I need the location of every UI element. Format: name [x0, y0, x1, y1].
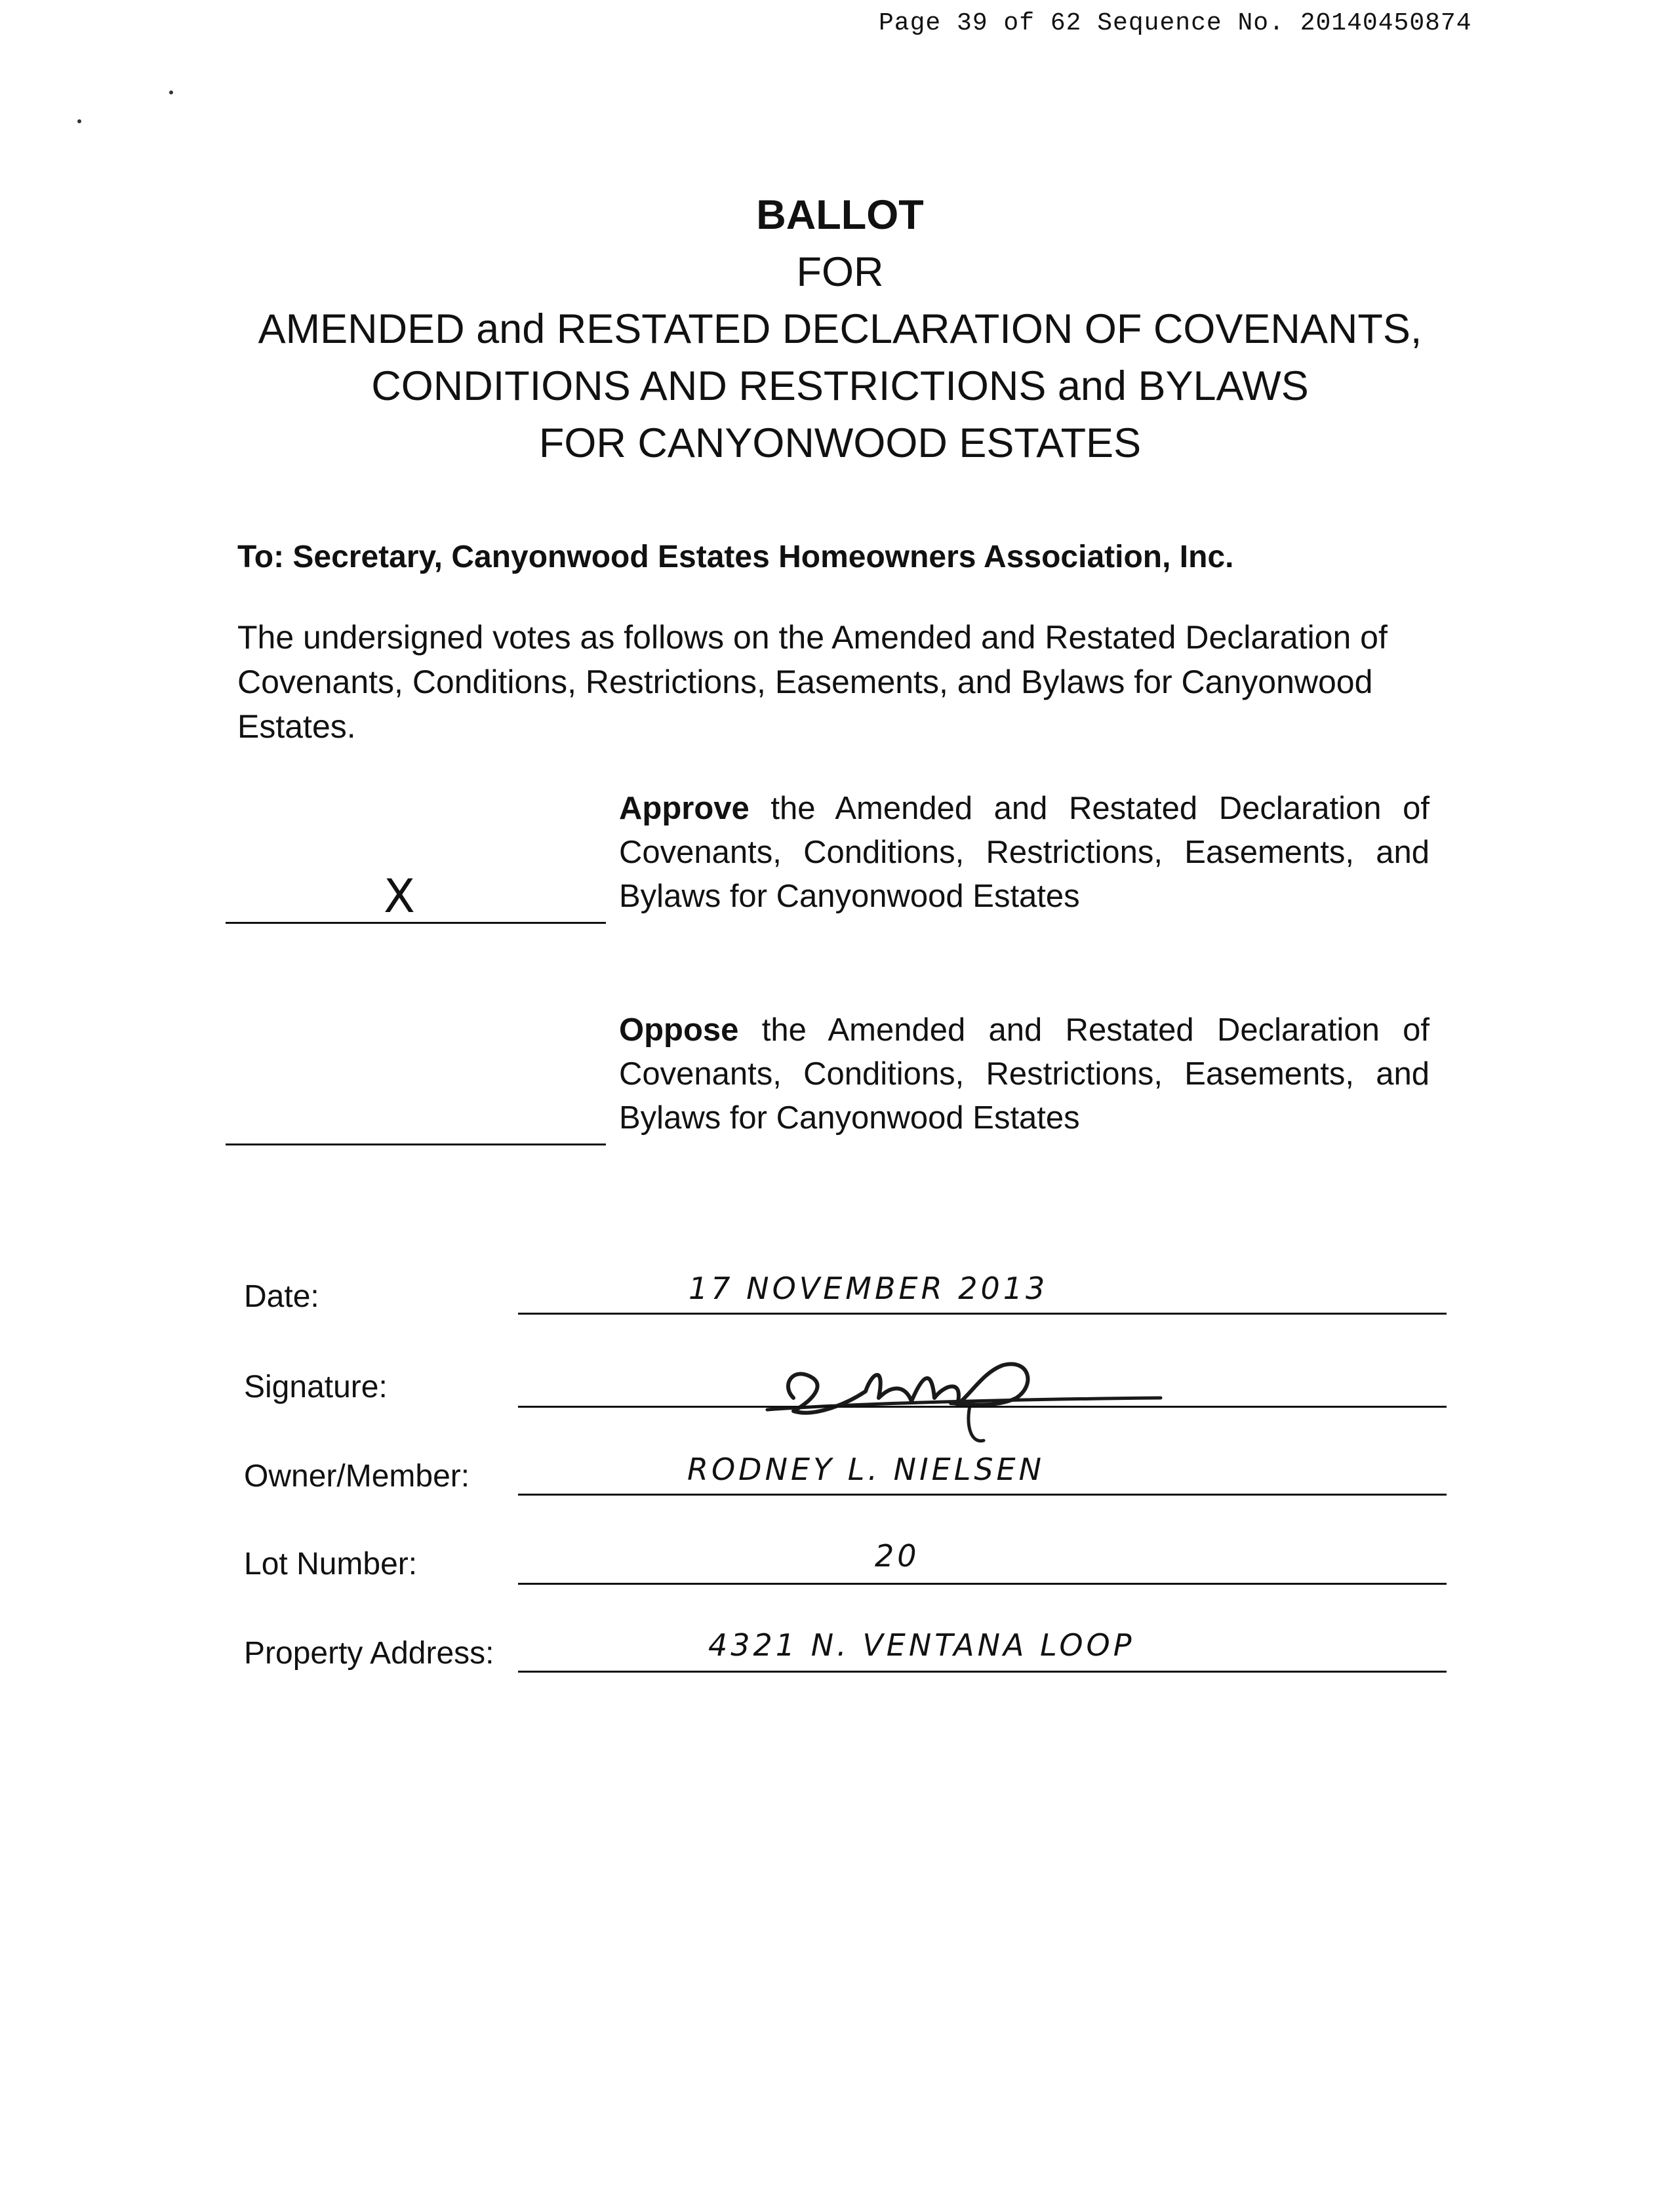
title-line-amended: AMENDED and RESTATED DECLARATION OF COVENANTS, — [258, 306, 1422, 352]
page-sequence-header: Page 39 of 62 Sequence No. 20140450874 — [879, 9, 1472, 37]
oppose-description: the Amended and Restated Declaration of Covenants, Conditions, Restrictions, Easements, and Bylaws for Canyonwood Estates — [619, 1012, 1430, 1136]
signature-label: Signature: — [244, 1370, 388, 1404]
title-line-conditions: CONDITIONS AND RESTRICTIONS and BYLAWS — [371, 363, 1309, 409]
approve-keyword: Approve — [619, 791, 750, 826]
oppose-keyword: Oppose — [619, 1012, 739, 1048]
lot-value[interactable]: 20 — [875, 1538, 920, 1574]
intro-paragraph: The undersigned votes as follows on the Amended and Restated Declaration of Covenants, Conditions, Restrictions, Easements, and Bylaws for Canyonwood Estates. — [237, 619, 1388, 745]
ballot-title: BALLOT — [756, 192, 924, 238]
oppose-vote-line[interactable] — [226, 1143, 606, 1145]
scan-speck — [169, 90, 173, 94]
scan-speck — [77, 119, 81, 123]
date-line[interactable] — [518, 1313, 1447, 1315]
address-label: Property Address: — [244, 1636, 494, 1671]
date-label: Date: — [244, 1279, 319, 1314]
approve-vote-line[interactable] — [226, 922, 606, 924]
addressee-line: To: Secretary, Canyonwood Estates Homeowners Association, Inc. — [237, 540, 1234, 574]
owner-line[interactable] — [518, 1494, 1447, 1496]
signature-line[interactable] — [518, 1406, 1447, 1408]
lot-line[interactable] — [518, 1583, 1447, 1585]
address-value[interactable]: 4321 N. VENTANA LOOP — [708, 1627, 1135, 1663]
ballot-title-block — [0, 187, 1680, 472]
owner-value[interactable]: RODNEY L. NIELSEN — [687, 1452, 1045, 1487]
title-line-for: FOR — [796, 249, 884, 295]
date-value[interactable]: 17 NOVEMBER 2013 — [689, 1271, 1049, 1306]
approve-description: the Amended and Restated Declaration of Covenants, Conditions, Restrictions, Easements, and Bylaws for Canyonwood Estates — [619, 791, 1430, 914]
signature-image[interactable] — [754, 1326, 1174, 1457]
address-line[interactable] — [518, 1671, 1447, 1673]
approve-vote-mark[interactable]: X — [384, 869, 415, 923]
lot-label: Lot Number: — [244, 1547, 418, 1581]
owner-label: Owner/Member: — [244, 1459, 470, 1494]
approve-option-text — [619, 787, 1430, 919]
oppose-option-text — [619, 1008, 1430, 1140]
title-line-canyonwood: FOR CANYONWOOD ESTATES — [538, 420, 1142, 466]
